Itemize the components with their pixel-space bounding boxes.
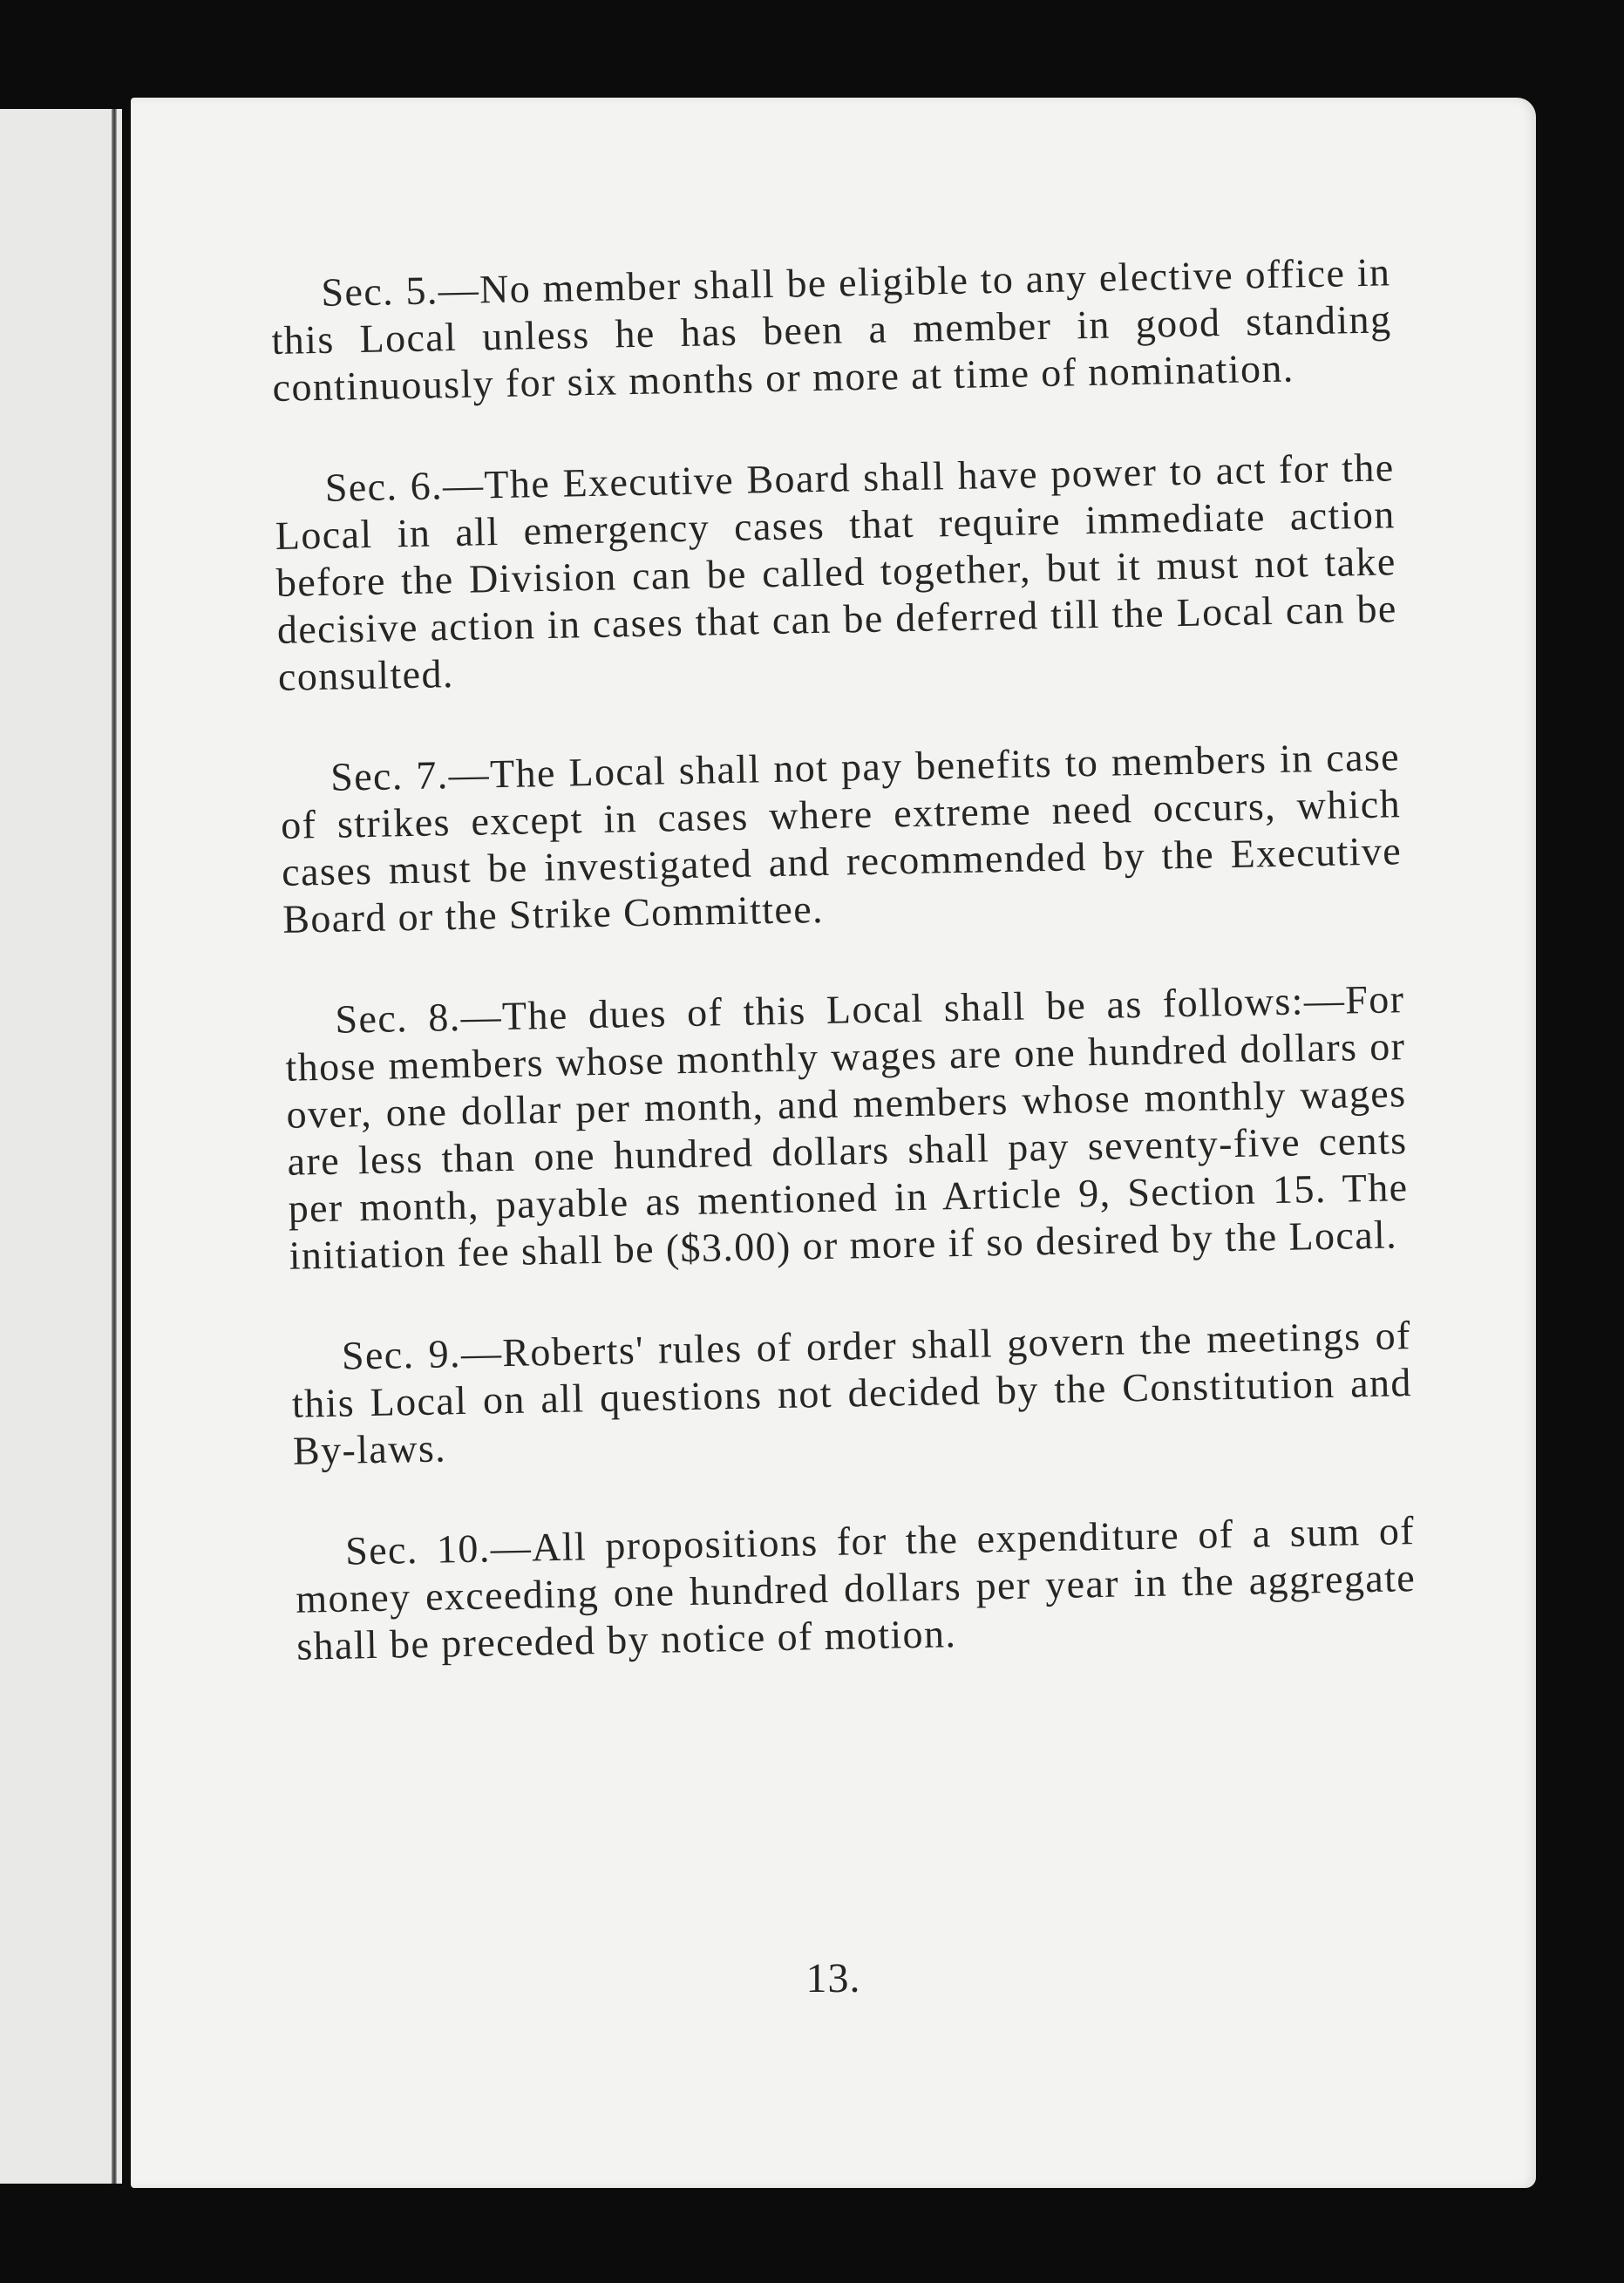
facing-page-edge	[0, 109, 122, 2184]
section-9: Sec. 9.—Roberts' rules of order shall govern the meetings of this Local on all questions not decided by the Constitution and By-laws.	[291, 1313, 1413, 1473]
section-8: Sec. 8.—The dues of this Local shall be as follows:—For those members whose monthly wages are one hundred dollars or over, one dollar per month, and members whose monthly wages are less than one hundred dollars shall pay seventy-five cents per month, payable as mentioned in Article 9, Section 15. The initiation fee shall be ($3.00) or more if so desired by the Local.	[285, 976, 1409, 1278]
section-5: Sec. 5.—No member shall be eligible to any elective office in this Local unless he has been a member in good standing continuously for six months or more at time of nomination.	[271, 249, 1392, 410]
section-7: Sec. 7.—The Local shall not pay benefits to members in case of strikes except in cases where extreme need occurs, which cases must be investigated and recommended by the Executive Board or the Strike Committee.	[280, 734, 1403, 941]
section-10: Sec. 10.—All propositions for the expenditure of a sum of money exceeding one hundred dollars per year in the aggregate shall be preceded by notice of motion.	[295, 1508, 1417, 1668]
section-6: Sec. 6.—The Executive Board shall have power to act for the Local in all emergency cases that require immediate action before the Division can be called together, but it must not take decisive action in cases that can be deferred till the Local can be consulted.	[275, 445, 1398, 699]
document-page	[131, 98, 1536, 2188]
page-number: 13.	[805, 1955, 861, 2001]
body-text	[270, 248, 1418, 1723]
book-binding	[112, 109, 117, 2184]
